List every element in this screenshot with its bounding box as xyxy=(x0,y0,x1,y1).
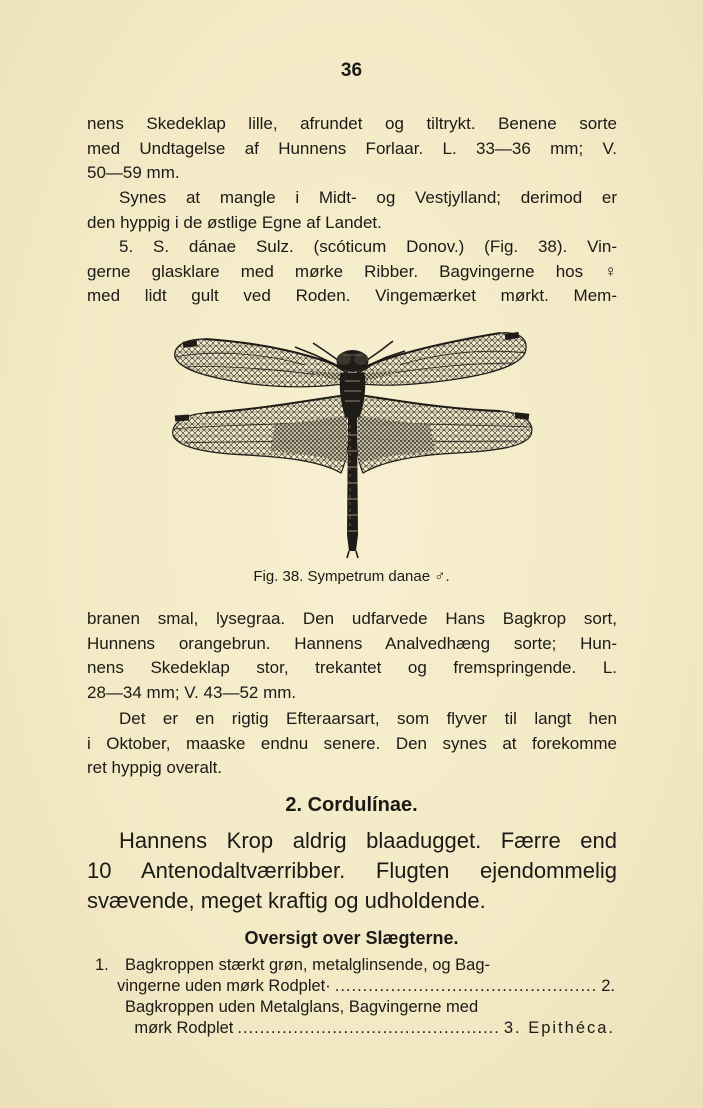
key-text: vingerne uden mørk Rodplet· xyxy=(117,977,331,995)
key-row xyxy=(95,955,615,976)
text-line: Hannens Krop aldrig blaadugget. Færre end xyxy=(119,828,617,853)
identification-key xyxy=(95,955,615,1039)
key-text: Bagkroppen stærkt grøn, metalglinsende, og Bag- xyxy=(125,956,491,974)
key-row xyxy=(95,1018,615,1039)
page-number: 36 xyxy=(340,60,363,81)
text-line: svævende, meget kraftig og udholdende. xyxy=(87,888,486,913)
text-line: nens Skedeklap lille, afrundet og tiltrykt. Benene sorte xyxy=(87,114,617,133)
leader-dots: ............................................... xyxy=(237,1019,500,1037)
key-heading: Oversigt over Slægterne. xyxy=(244,928,459,948)
text-line: nens Skedeklap stor, trekantet og fremspringende. L. xyxy=(87,658,617,677)
text-line: 5. S. dánae Sulz. (scóticum Donov.) (Fig. 38). Vin- xyxy=(119,237,617,256)
text-line: Det er en rigtig Efteraarsart, som flyver til langt hen xyxy=(119,709,617,728)
key-text: mørk Rodplet xyxy=(134,1019,234,1037)
text-line: med Undtagelse af Hunnens Forlaar. L. 33—36 mm; V. xyxy=(87,138,617,158)
section-lead-paragraph xyxy=(87,826,617,916)
text-line: Synes at mangle i Midt- og Vestjylland; derimod er xyxy=(119,188,617,207)
paragraph-1 xyxy=(87,112,617,186)
figure-caption: Fig. 38. Sympetrum danae ♂. xyxy=(253,568,450,585)
key-target-genus: 3. Epithéca. xyxy=(503,1019,615,1037)
text-line: ret hyppig overalt. xyxy=(87,758,223,777)
section-title: 2. Cordulínae. xyxy=(285,794,418,816)
dragonfly-head xyxy=(337,350,369,372)
dragonfly-thorax xyxy=(340,373,365,417)
text-line: 28—34 mm; V. 43—52 mm. xyxy=(87,682,297,702)
key-row xyxy=(95,997,615,1018)
key-target: 2. xyxy=(601,977,615,995)
dragonfly-illustration xyxy=(165,325,540,560)
dragonfly-abdomen xyxy=(347,417,358,558)
text-line: gerne glasklare med mørke Ribber. Bagvingerne hos ♀ xyxy=(87,261,617,281)
key-leader-line xyxy=(97,976,615,997)
hindwing-right xyxy=(356,395,532,473)
text-line: Hunnens orangebrun. Hannens Analvedhæng sorte; Hun- xyxy=(87,633,617,653)
paragraph-4 xyxy=(87,607,617,705)
text-line: den hyppig i de østlige Egne af Landet. xyxy=(87,212,382,232)
leader-dots: ............................................... xyxy=(334,977,598,995)
text-line: branen smal, lysegraa. Den udfarvede Hans Bagkrop sort, xyxy=(87,609,617,628)
key-text: Bagkroppen uden Metalglans, Bagvingerne med xyxy=(125,998,479,1016)
text-line: 50—59 mm. xyxy=(87,163,180,182)
paragraph-2 xyxy=(87,186,617,235)
key-number: 1. xyxy=(95,956,109,974)
paragraph-3-species-entry xyxy=(87,235,617,309)
text-line: i Oktober, maaske endnu senere. Den synes at forekomme xyxy=(87,733,617,753)
forewing-right xyxy=(355,332,526,385)
forewing-left xyxy=(175,339,350,387)
text-line: 10 Antenodaltværribber. Flugten ejendommelig xyxy=(87,858,617,883)
key-row xyxy=(95,976,615,997)
text-line: med lidt gult ved Roden. Vingemærket mørkt. Mem- xyxy=(87,286,617,305)
key-leader-line xyxy=(114,1018,615,1039)
paragraph-5 xyxy=(87,707,617,781)
hindwing-left xyxy=(173,395,350,473)
